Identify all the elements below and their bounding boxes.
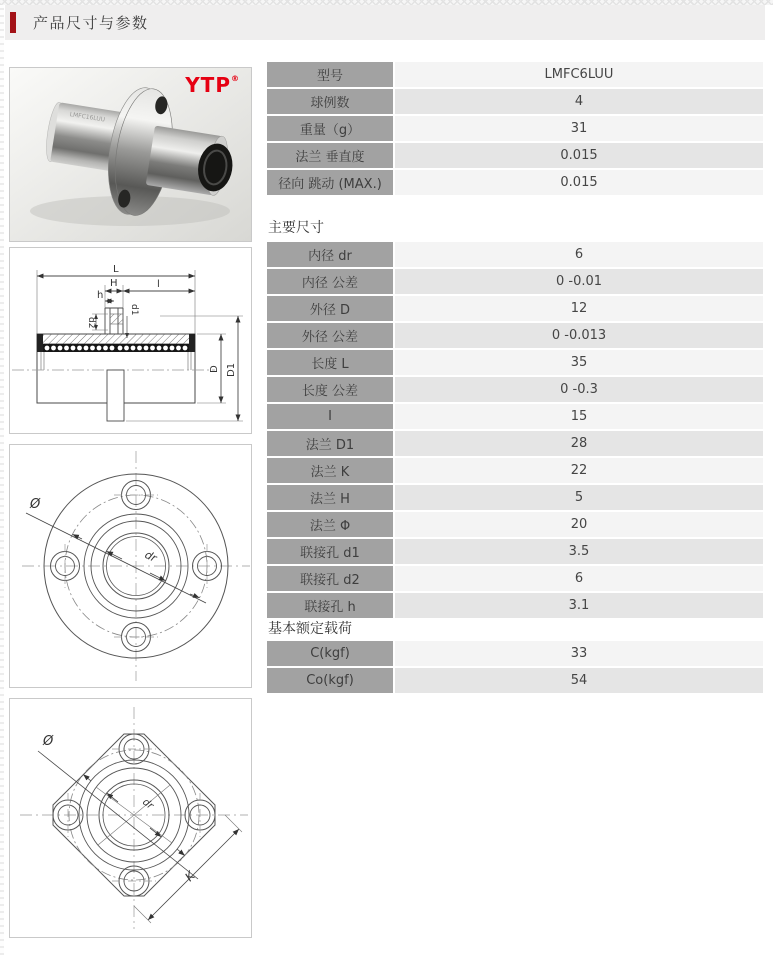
brand-text: YTP xyxy=(185,73,231,97)
dim-label-bore-dr: dr xyxy=(140,796,156,812)
dim-label-flange-diameter: Ø xyxy=(30,497,41,512)
spec-value-cell: 3.5 xyxy=(395,539,763,564)
spec-label-cell: 重量（g） xyxy=(267,116,393,141)
dim-label-h: h xyxy=(97,290,104,301)
table-row xyxy=(267,116,763,141)
brand-logo xyxy=(185,75,240,95)
spec-label-cell: 法兰 H xyxy=(267,485,393,510)
table-row xyxy=(267,296,763,321)
page-title: 产品尺寸与参数 xyxy=(33,14,149,32)
dim-label-l: l xyxy=(157,279,160,290)
table-row xyxy=(267,242,763,267)
table-row xyxy=(267,512,763,537)
spec-label-cell: 型号 xyxy=(267,62,393,87)
side-section-diagram xyxy=(10,248,251,433)
table-row xyxy=(267,89,763,114)
square-flange-diagram-box xyxy=(9,698,252,938)
spec-table-load xyxy=(267,641,763,695)
round-flange-diagram xyxy=(10,445,251,687)
dim-label-H: H xyxy=(110,278,118,289)
spec-label-cell: 法兰 K xyxy=(267,458,393,483)
spec-label-cell: 法兰 Φ xyxy=(267,512,393,537)
spec-label-cell: 联接孔 h xyxy=(267,593,393,618)
table-row xyxy=(267,641,763,666)
page-edge-texture-left xyxy=(0,5,4,955)
square-flange-diagram xyxy=(10,699,251,937)
spec-label-cell: 法兰 垂直度 xyxy=(267,143,393,168)
spec-label-cell: 长度 公差 xyxy=(267,377,393,402)
spec-value-cell: 28 xyxy=(395,431,763,456)
table-row xyxy=(267,566,763,591)
spec-value-cell: 20 xyxy=(395,512,763,537)
spec-label-cell: 径向 跳动 (MAX.) xyxy=(267,170,393,195)
spec-table-main-dims xyxy=(267,242,763,620)
spec-value-cell: 0 -0.3 xyxy=(395,377,763,402)
dim-label-D1: D1 xyxy=(226,362,237,377)
page-header xyxy=(5,5,765,40)
table-row xyxy=(267,431,763,456)
table-row xyxy=(267,485,763,510)
header-accent-bar xyxy=(10,12,16,33)
table-row xyxy=(267,62,763,87)
spec-value-cell: 6 xyxy=(395,242,763,267)
table-row xyxy=(267,377,763,402)
dim-label-L: L xyxy=(113,264,119,275)
spec-value-cell: 5 xyxy=(395,485,763,510)
spec-value-cell: 0 -0.013 xyxy=(395,323,763,348)
table-row xyxy=(267,404,763,429)
spec-value-cell: 31 xyxy=(395,116,763,141)
spec-label-cell: 球例数 xyxy=(267,89,393,114)
spec-value-cell: 4 xyxy=(395,89,763,114)
table-row xyxy=(267,539,763,564)
product-photo-box xyxy=(9,67,252,242)
round-flange-diagram-box xyxy=(9,444,252,688)
dim-label-bore-dr: dr xyxy=(142,548,159,565)
spec-label-cell: I xyxy=(267,404,393,429)
spec-value-cell: 0.015 xyxy=(395,143,763,168)
spec-label-cell: 长度 L xyxy=(267,350,393,375)
spec-label-cell: 外径 公差 xyxy=(267,323,393,348)
spec-value-cell: 33 xyxy=(395,641,763,666)
product-engraving: LMFC16LUU xyxy=(69,111,106,124)
spec-value-cell: 12 xyxy=(395,296,763,321)
table-row xyxy=(267,458,763,483)
spec-label-cell: 联接孔 d1 xyxy=(267,539,393,564)
table-row xyxy=(267,170,763,195)
dim-label-K: K xyxy=(182,868,198,885)
spec-panel xyxy=(267,62,763,702)
spec-label-cell: 法兰 D1 xyxy=(267,431,393,456)
dim-label-D: D xyxy=(209,365,220,373)
registered-mark: ® xyxy=(231,74,240,83)
spec-label-cell: 联接孔 d2 xyxy=(267,566,393,591)
dim-label-flange-diameter: Ø xyxy=(43,734,54,749)
table-row xyxy=(267,593,763,618)
table-row xyxy=(267,668,763,693)
spec-table-basic xyxy=(267,62,763,197)
spec-value-cell: 3.1 xyxy=(395,593,763,618)
section-title-load: 基本额定载荷 xyxy=(268,621,352,637)
section-title-main-dims: 主要尺寸 xyxy=(268,220,324,236)
spec-label-cell: Co(kgf) xyxy=(267,668,393,693)
side-section-diagram-box xyxy=(9,247,252,434)
spec-label-cell: 内径 公差 xyxy=(267,269,393,294)
spec-value-cell: 35 xyxy=(395,350,763,375)
table-row xyxy=(267,350,763,375)
spec-value-cell: 0 -0.01 xyxy=(395,269,763,294)
spec-label-cell: 内径 dr xyxy=(267,242,393,267)
spec-value-cell: 22 xyxy=(395,458,763,483)
spec-value-cell: 6 xyxy=(395,566,763,591)
spec-label-cell: C(kgf) xyxy=(267,641,393,666)
spec-value-cell: LMFC6LUU xyxy=(395,62,763,87)
table-row xyxy=(267,323,763,348)
table-row xyxy=(267,269,763,294)
spec-value-cell: 15 xyxy=(395,404,763,429)
spec-label-cell: 外径 D xyxy=(267,296,393,321)
spec-value-cell: 0.015 xyxy=(395,170,763,195)
dim-label-d2: d2 xyxy=(86,317,96,329)
table-row xyxy=(267,143,763,168)
spec-value-cell: 54 xyxy=(395,668,763,693)
dim-label-d1: d1 xyxy=(129,304,139,316)
